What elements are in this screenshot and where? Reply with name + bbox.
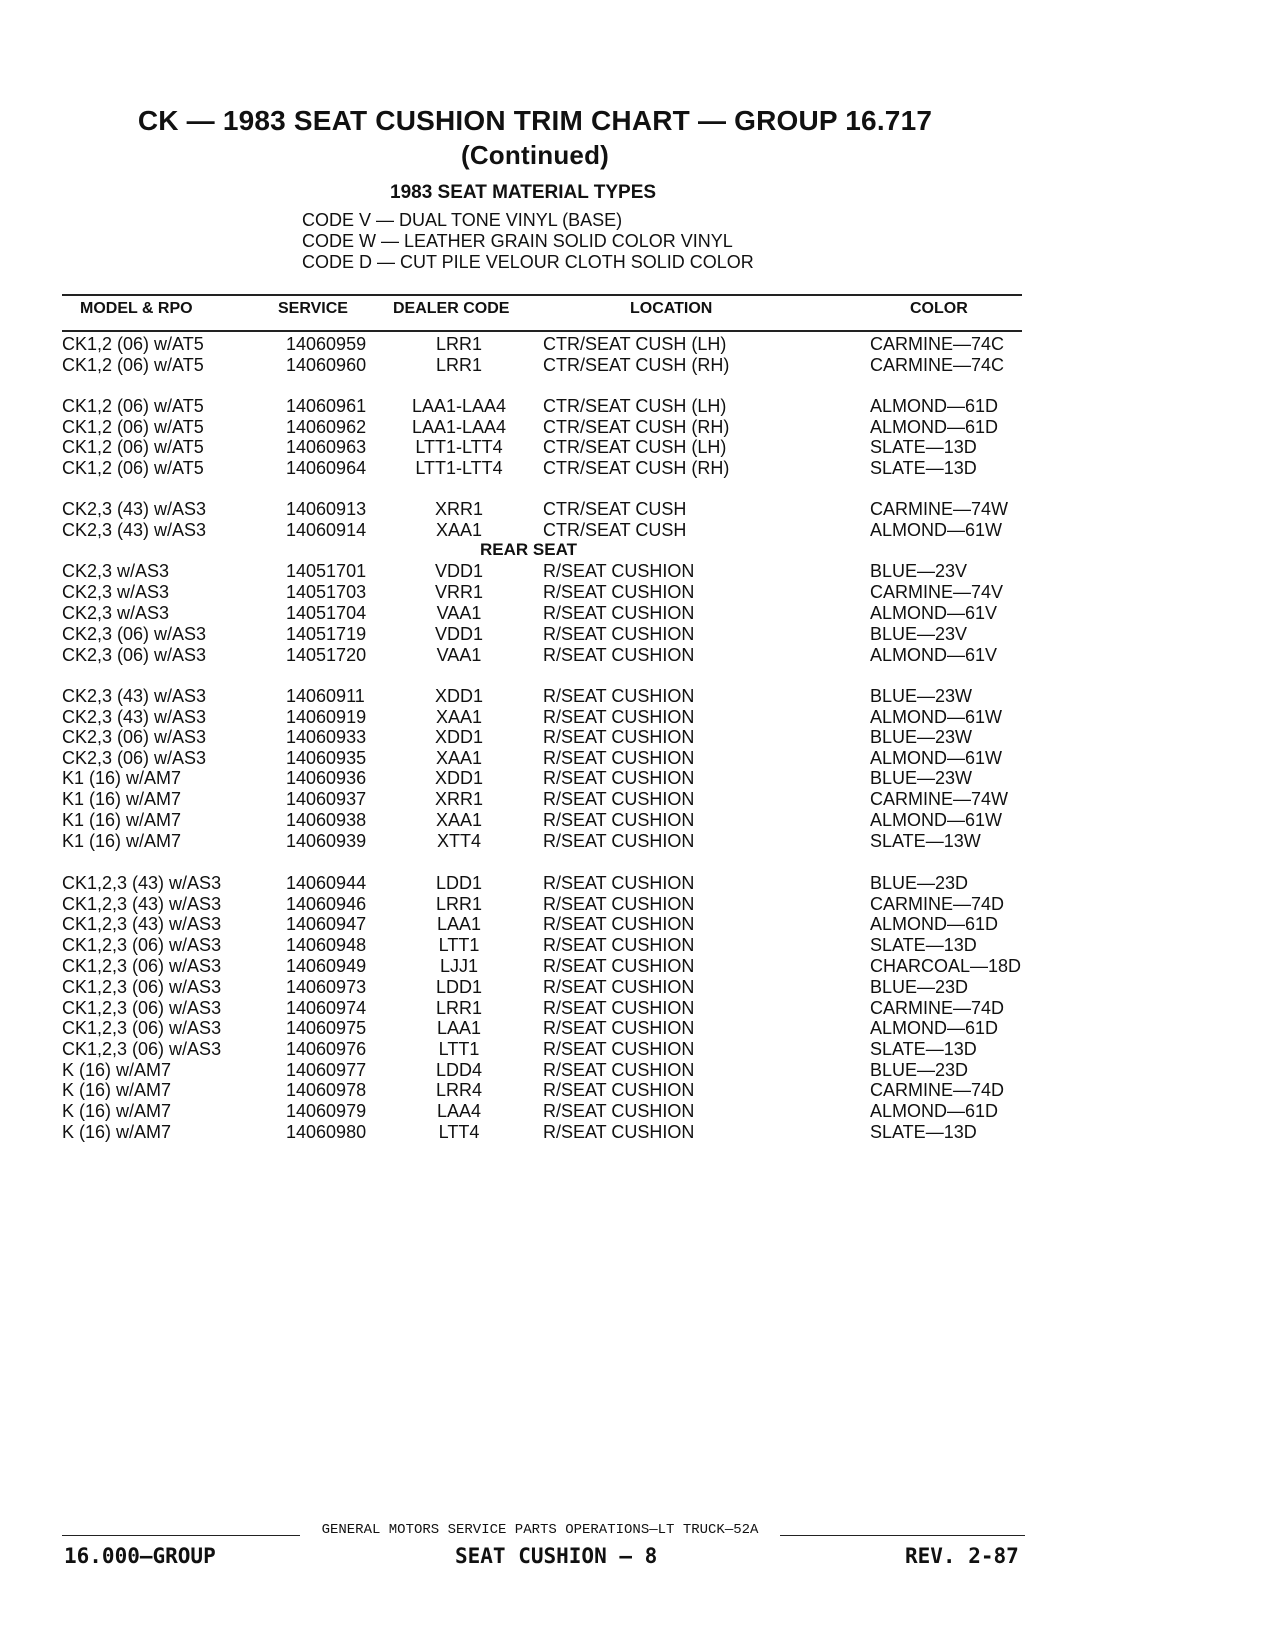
cell-location: R/SEAT CUSHION	[543, 707, 695, 727]
cell-location: R/SEAT CUSHION	[543, 831, 695, 851]
cell-service: 14060960	[286, 355, 367, 375]
cell-service: 14060975	[286, 1018, 367, 1038]
cell-service: 14060933	[286, 727, 367, 747]
cell-model-rpo: K1 (16) w/AM7	[62, 831, 182, 851]
material-codes-list	[302, 210, 754, 273]
cell-color: ALMOND—61D	[870, 914, 999, 934]
table-row	[0, 748, 1280, 769]
cell-service: 14060944	[286, 873, 367, 893]
table-row	[0, 873, 1280, 894]
table-row	[0, 789, 1280, 810]
table-row	[0, 1018, 1280, 1039]
cell-dealer-code: LDD1	[435, 977, 483, 997]
table-row	[0, 956, 1280, 977]
table-row	[0, 998, 1280, 1019]
cell-location: R/SEAT CUSHION	[543, 645, 695, 665]
cell-location: R/SEAT CUSHION	[543, 727, 695, 747]
cell-color: SLATE—13D	[870, 1122, 977, 1142]
cell-service: 14060963	[286, 437, 367, 457]
cell-location: R/SEAT CUSHION	[543, 768, 695, 788]
cell-color: ALMOND—61W	[870, 748, 1003, 768]
cell-color: SLATE—13D	[870, 437, 977, 457]
cell-service: 14060974	[286, 998, 367, 1018]
cell-service: 14060935	[286, 748, 367, 768]
material-code-d: CODE D — CUT PILE VELOUR CLOTH SOLID COLOR	[302, 252, 754, 272]
cell-color: SLATE—13W	[870, 831, 981, 851]
cell-dealer-code: LAA1-LAA4	[411, 417, 507, 437]
cell-dealer-code: VDD1	[434, 561, 483, 581]
cell-model-rpo: CK2,3 w/AS3	[62, 582, 170, 602]
cell-service: 14051704	[286, 603, 367, 623]
table-row	[0, 561, 1280, 582]
cell-model-rpo: K (16) w/AM7	[62, 1060, 172, 1080]
cell-color: BLUE—23W	[870, 727, 973, 747]
cell-service: 14060939	[286, 831, 367, 851]
table-row	[0, 417, 1280, 438]
cell-dealer-code: LAA1	[436, 1018, 482, 1038]
cell-dealer-code: XTT4	[436, 831, 481, 851]
table-row	[0, 1101, 1280, 1122]
cell-dealer-code: LDD1	[435, 873, 483, 893]
footer-page-label: SEAT CUSHION — 8	[455, 1544, 658, 1568]
cell-model-rpo: CK2,3 (43) w/AS3	[62, 499, 207, 519]
footer-group: 16.000—GROUP	[64, 1544, 216, 1568]
cell-location: CTR/SEAT CUSH (RH)	[543, 355, 730, 375]
cell-dealer-code: LAA1	[436, 914, 482, 934]
cell-color: CARMINE—74V	[870, 582, 1004, 602]
cell-service: 14060959	[286, 334, 367, 354]
table-row	[0, 603, 1280, 624]
cell-model-rpo: K1 (16) w/AM7	[62, 810, 182, 830]
cell-model-rpo: CK1,2 (06) w/AT5	[62, 334, 204, 354]
cell-service: 14060964	[286, 458, 367, 478]
cell-service: 14060937	[286, 789, 367, 809]
cell-model-rpo: CK1,2,3 (06) w/AS3	[62, 1018, 222, 1038]
cell-model-rpo: K1 (16) w/AM7	[62, 768, 182, 788]
table-row	[0, 355, 1280, 376]
cell-dealer-code: LRR1	[435, 355, 483, 375]
cell-location: R/SEAT CUSHION	[543, 789, 695, 809]
cell-service: 14051701	[286, 561, 367, 581]
cell-location: CTR/SEAT CUSH (LH)	[543, 437, 727, 457]
footer-center-line: GENERAL MOTORS SERVICE PARTS OPERATIONS—LT TRUCK—52A	[321, 1522, 759, 1538]
table-row	[0, 831, 1280, 852]
cell-dealer-code: LDD4	[435, 1060, 483, 1080]
cell-model-rpo: K1 (16) w/AM7	[62, 789, 182, 809]
cell-location: CTR/SEAT CUSH	[543, 520, 687, 540]
cell-dealer-code: XAA1	[435, 810, 483, 830]
cell-service: 14060919	[286, 707, 367, 727]
cell-service: 14060911	[286, 686, 365, 706]
cell-color: CARMINE—74D	[870, 894, 1005, 914]
cell-color: ALMOND—61D	[870, 396, 999, 416]
cell-location: R/SEAT CUSHION	[543, 1122, 695, 1142]
cell-color: ALMOND—61D	[870, 417, 999, 437]
table-row	[0, 334, 1280, 355]
header-dealer-code: DEALER CODE	[393, 300, 510, 317]
cell-color: ALMOND—61W	[870, 520, 1003, 540]
cell-model-rpo: K (16) w/AM7	[62, 1080, 172, 1100]
cell-dealer-code: LTT1-LTT4	[415, 458, 503, 478]
cell-color: CARMINE—74W	[870, 499, 1009, 519]
table-row	[0, 1080, 1280, 1101]
cell-color: CARMINE—74C	[870, 334, 1005, 354]
cell-service: 14060980	[286, 1122, 367, 1142]
cell-service: 14060979	[286, 1101, 367, 1121]
cell-location: R/SEAT CUSHION	[543, 624, 695, 644]
cell-model-rpo: CK1,2,3 (06) w/AS3	[62, 935, 222, 955]
cell-model-rpo: CK2,3 (43) w/AS3	[62, 520, 207, 540]
cell-location: R/SEAT CUSHION	[543, 748, 695, 768]
cell-color: ALMOND—61D	[870, 1101, 999, 1121]
cell-color: BLUE—23D	[870, 873, 969, 893]
table-row	[0, 396, 1280, 417]
cell-location: R/SEAT CUSHION	[543, 1101, 695, 1121]
table-row	[0, 914, 1280, 935]
cell-location: R/SEAT CUSHION	[543, 998, 695, 1018]
cell-model-rpo: CK1,2 (06) w/AT5	[62, 437, 204, 457]
cell-service: 14060936	[286, 768, 367, 788]
cell-dealer-code: LTT1	[438, 935, 480, 955]
cell-color: ALMOND—61W	[870, 707, 1003, 727]
cell-color: BLUE—23W	[870, 768, 973, 788]
cell-color: BLUE—23D	[870, 977, 969, 997]
cell-service: 14060913	[286, 499, 367, 519]
cell-model-rpo: CK2,3 w/AS3	[62, 561, 170, 581]
cell-location: CTR/SEAT CUSH	[543, 499, 687, 519]
cell-model-rpo: CK1,2,3 (06) w/AS3	[62, 998, 222, 1018]
cell-color: SLATE—13D	[870, 935, 977, 955]
cell-dealer-code: LTT1-LTT4	[415, 437, 503, 457]
cell-location: R/SEAT CUSHION	[543, 956, 695, 976]
cell-color: BLUE—23D	[870, 1060, 969, 1080]
cell-color: BLUE—23W	[870, 686, 973, 706]
cell-dealer-code: XDD1	[434, 686, 483, 706]
table-row	[0, 810, 1280, 831]
cell-dealer-code: LAA1-LAA4	[411, 396, 507, 416]
cell-model-rpo: CK1,2,3 (06) w/AS3	[62, 956, 222, 976]
section-label-rear-seat: REAR SEAT	[480, 540, 577, 559]
cell-location: R/SEAT CUSHION	[543, 977, 695, 997]
header-service: SERVICE	[278, 300, 348, 317]
cell-model-rpo: CK1,2 (06) w/AT5	[62, 458, 204, 478]
cell-service: 14060977	[286, 1060, 367, 1080]
material-code-v: CODE V — DUAL TONE VINYL (BASE)	[302, 210, 623, 230]
cell-location: R/SEAT CUSHION	[543, 873, 695, 893]
cell-dealer-code: LRR1	[435, 894, 483, 914]
cell-dealer-code: LAA4	[436, 1101, 482, 1121]
cell-service: 14060946	[286, 894, 367, 914]
cell-service: 14060973	[286, 977, 367, 997]
table-row	[0, 768, 1280, 789]
cell-service: 14051720	[286, 645, 367, 665]
cell-model-rpo: CK2,3 (06) w/AS3	[62, 624, 207, 644]
cell-dealer-code: VRR1	[434, 582, 483, 602]
footer-rule-right	[780, 1535, 1025, 1536]
cell-dealer-code: LTT1	[438, 1039, 480, 1059]
cell-location: CTR/SEAT CUSH (RH)	[543, 417, 730, 437]
cell-color: CARMINE—74D	[870, 1080, 1005, 1100]
cell-color: CARMINE—74W	[870, 789, 1009, 809]
cell-dealer-code: LRR1	[435, 334, 483, 354]
cell-color: CARMINE—74D	[870, 998, 1005, 1018]
cell-model-rpo: K (16) w/AM7	[62, 1122, 172, 1142]
cell-color: BLUE—23V	[870, 624, 968, 644]
cell-location: R/SEAT CUSHION	[543, 810, 695, 830]
table-row	[0, 520, 1280, 541]
cell-dealer-code: VAA1	[436, 645, 482, 665]
cell-model-rpo: CK1,2,3 (43) w/AS3	[62, 894, 222, 914]
cell-location: R/SEAT CUSHION	[543, 603, 695, 623]
header-model-rpo: MODEL & RPO	[80, 300, 193, 317]
material-code-w: CODE W — LEATHER GRAIN SOLID COLOR VINYL	[302, 231, 733, 251]
cell-color: SLATE—13D	[870, 1039, 977, 1059]
header-location: LOCATION	[630, 300, 713, 317]
table-top-rule	[62, 294, 1022, 296]
cell-location: R/SEAT CUSHION	[543, 1018, 695, 1038]
cell-model-rpo: CK1,2 (06) w/AT5	[62, 417, 204, 437]
cell-service: 14060949	[286, 956, 367, 976]
table-row	[0, 707, 1280, 728]
cell-model-rpo: CK2,3 (06) w/AS3	[62, 748, 207, 768]
cell-service: 14060947	[286, 914, 367, 934]
cell-color: ALMOND—61D	[870, 1018, 999, 1038]
cell-dealer-code: VDD1	[434, 624, 483, 644]
table-row	[0, 1122, 1280, 1143]
cell-model-rpo: CK1,2,3 (43) w/AS3	[62, 873, 222, 893]
cell-location: R/SEAT CUSHION	[543, 561, 695, 581]
cell-dealer-code: VAA1	[436, 603, 482, 623]
cell-model-rpo: CK2,3 (43) w/AS3	[62, 707, 207, 727]
cell-location: R/SEAT CUSHION	[543, 1039, 695, 1059]
cell-service: 14060938	[286, 810, 367, 830]
table-row	[0, 624, 1280, 645]
cell-model-rpo: CK1,2 (06) w/AT5	[62, 355, 204, 375]
cell-dealer-code: LJJ1	[439, 956, 479, 976]
cell-service: 14060914	[286, 520, 367, 540]
table-row	[0, 1060, 1280, 1081]
cell-location: R/SEAT CUSHION	[543, 935, 695, 955]
cell-location: CTR/SEAT CUSH (LH)	[543, 396, 727, 416]
cell-dealer-code: XDD1	[434, 768, 483, 788]
cell-model-rpo: CK1,2 (06) w/AT5	[62, 396, 204, 416]
cell-model-rpo: CK1,2,3 (06) w/AS3	[62, 977, 222, 997]
cell-location: R/SEAT CUSHION	[543, 686, 695, 706]
cell-service: 14060961	[286, 396, 367, 416]
cell-dealer-code: XRR1	[434, 499, 483, 519]
cell-model-rpo: CK2,3 (43) w/AS3	[62, 686, 207, 706]
cell-model-rpo: CK2,3 (06) w/AS3	[62, 727, 207, 747]
cell-location: R/SEAT CUSHION	[543, 914, 695, 934]
cell-color: CARMINE—74C	[870, 355, 1005, 375]
table-row	[0, 727, 1280, 748]
cell-dealer-code: LRR1	[435, 998, 483, 1018]
cell-location: R/SEAT CUSHION	[543, 1060, 695, 1080]
cell-dealer-code: XAA1	[435, 748, 483, 768]
cell-location: CTR/SEAT CUSH (RH)	[543, 458, 730, 478]
cell-color: CHARCOAL—18D	[870, 956, 1022, 976]
cell-service: 14051719	[286, 624, 367, 644]
cell-model-rpo: CK1,2,3 (43) w/AS3	[62, 914, 222, 934]
page-title: CK — 1983 SEAT CUSHION TRIM CHART — GROUP 16.717	[137, 105, 933, 136]
cell-service: 14051703	[286, 582, 367, 602]
cell-model-rpo: CK2,3 w/AS3	[62, 603, 170, 623]
cell-color: ALMOND—61V	[870, 603, 998, 623]
cell-location: R/SEAT CUSHION	[543, 1080, 695, 1100]
cell-model-rpo: K (16) w/AM7	[62, 1101, 172, 1121]
cell-location: CTR/SEAT CUSH (LH)	[543, 334, 727, 354]
cell-location: R/SEAT CUSHION	[543, 894, 695, 914]
cell-dealer-code: XAA1	[435, 520, 483, 540]
cell-dealer-code: XAA1	[435, 707, 483, 727]
cell-color: ALMOND—61V	[870, 645, 998, 665]
cell-service: 14060948	[286, 935, 367, 955]
cell-dealer-code: LTT4	[438, 1122, 480, 1142]
cell-model-rpo: CK1,2,3 (06) w/AS3	[62, 1039, 222, 1059]
cell-dealer-code: XRR1	[434, 789, 483, 809]
page-subtitle: (Continued)	[460, 140, 610, 170]
table-header-rule	[62, 330, 1022, 332]
cell-color: SLATE—13D	[870, 458, 977, 478]
cell-service: 14060976	[286, 1039, 367, 1059]
cell-location: R/SEAT CUSHION	[543, 582, 695, 602]
table-row	[0, 437, 1280, 458]
header-color: COLOR	[910, 300, 968, 317]
cell-color: BLUE—23V	[870, 561, 968, 581]
table-row	[0, 582, 1280, 603]
table-row	[0, 935, 1280, 956]
cell-color: ALMOND—61W	[870, 810, 1003, 830]
cell-model-rpo: CK2,3 (06) w/AS3	[62, 645, 207, 665]
table-row	[0, 894, 1280, 915]
table-row	[0, 1039, 1280, 1060]
cell-service: 14060978	[286, 1080, 367, 1100]
cell-dealer-code: LRR4	[435, 1080, 483, 1100]
footer-revision: REV. 2-87	[905, 1544, 1019, 1568]
table-row	[0, 499, 1280, 520]
cell-service: 14060962	[286, 417, 367, 437]
cell-dealer-code: XDD1	[434, 727, 483, 747]
table-row	[0, 645, 1280, 666]
table-row	[0, 977, 1280, 998]
material-types-heading: 1983 SEAT MATERIAL TYPES	[390, 182, 657, 203]
table-row	[0, 458, 1280, 479]
table-row	[0, 686, 1280, 707]
